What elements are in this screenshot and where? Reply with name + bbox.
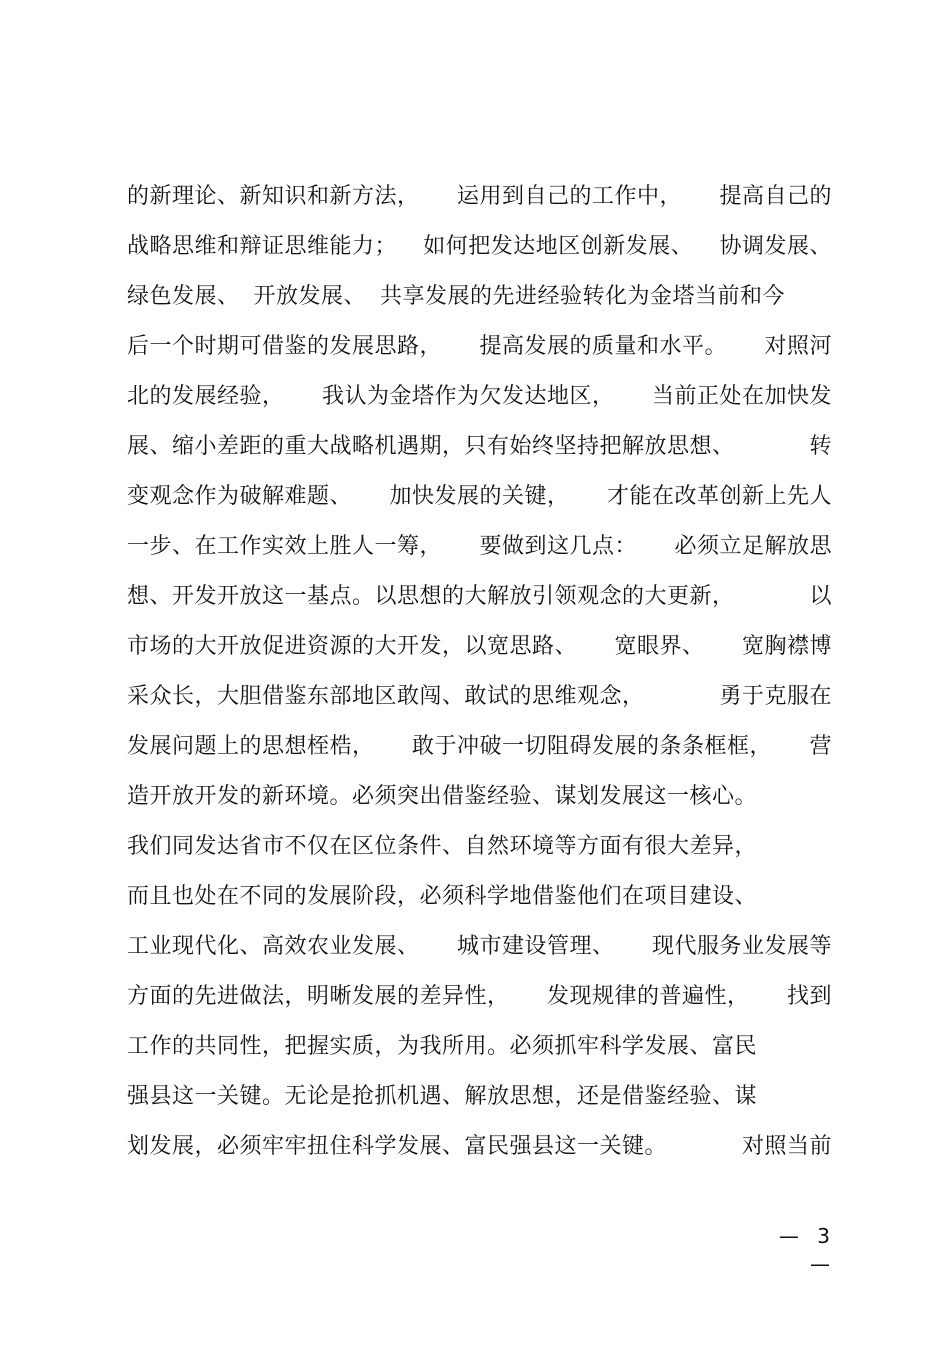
text-segment: 战略思维和辩证思维能力；	[127, 234, 398, 259]
text-segment: 而且也处在不同的发展阶段，必须科学地借鉴他们在项目建设、	[127, 884, 758, 909]
text-segment: 绿色发展、	[127, 284, 240, 309]
text-segment: 想、开发开放这一基点。以思想的大解放引领观念的大更新，	[127, 584, 735, 609]
text-segment: 一步、在工作实效上胜人一筹，	[127, 534, 443, 559]
body-paragraph	[127, 172, 832, 1172]
text-segment: 划发展，必须牢牢扭住科学发展、富民强县这一关键。	[127, 1134, 668, 1159]
text-segment: 市场的大开放促进资源的大开发，以宽思路、	[127, 634, 578, 659]
text-segment: 展、缩小差距的重大战略机遇期，只有始终坚持把解放思想、	[127, 434, 735, 459]
text-segment: 工业现代化、高效农业发展、	[127, 934, 420, 959]
text-segment: 发现规律的普遍性，	[546, 984, 750, 1009]
text-line	[127, 972, 832, 1022]
text-segment: 方面的先进做法，明晰发展的差异性，	[127, 984, 510, 1009]
text-segment: 运用到自己的工作中，	[456, 184, 682, 209]
text-segment: 采众长，大胆借鉴东部地区敢闯、敢试的思维观念，	[127, 684, 645, 709]
text-line	[127, 272, 832, 322]
text-segment: 后一个时期可借鉴的发展思路，	[127, 334, 443, 359]
text-segment: 共享发展的先进经验转化为金塔当前和今	[380, 284, 786, 309]
text-segment: 敢于冲破一切阻碍发展的条条框框，	[411, 734, 772, 759]
text-line	[127, 822, 832, 872]
text-line	[127, 722, 832, 772]
text-segment: 对照河	[764, 334, 832, 359]
text-segment: 造开放开发的新环境。必须突出借鉴经验、谋划发展这一核心。	[127, 784, 758, 809]
text-segment: 宽胸襟博	[741, 634, 832, 659]
text-segment: 强县这一关键。无论是抢抓机遇、解放思想，还是借鉴经验、谋	[127, 1084, 758, 1109]
text-segment: 加快发展的关键，	[389, 484, 570, 509]
text-segment: 提高发展的质量和水平。	[479, 334, 727, 359]
text-line	[127, 522, 832, 572]
text-line	[127, 1022, 832, 1072]
text-line	[127, 1072, 832, 1122]
text-line	[127, 1122, 832, 1172]
text-line	[127, 322, 832, 372]
text-segment: 发展问题上的思想桎梏，	[127, 734, 375, 759]
text-line	[127, 572, 832, 622]
text-line	[127, 222, 832, 272]
text-segment: 勇于克服在	[719, 684, 832, 709]
text-segment: 宽眼界、	[614, 634, 705, 659]
text-segment: 我认为金塔作为欠发达地区，	[321, 384, 615, 409]
text-line	[127, 872, 832, 922]
text-segment: 营	[809, 734, 832, 759]
text-segment: 开放发展、	[253, 284, 367, 309]
text-line	[127, 472, 832, 522]
text-segment: 工作的共同性，把握实质，为我所用。必须抓牢科学发展、富民	[127, 1034, 758, 1059]
text-segment: 北的发展经验，	[127, 384, 285, 409]
text-segment: 必须立足解放思	[674, 534, 832, 559]
text-line	[127, 772, 832, 822]
text-segment: 要做到这几点：	[479, 534, 637, 559]
text-line	[127, 422, 832, 472]
text-line	[127, 922, 832, 972]
text-segment: 我们同发达省市不仅在区位条件、自然环境等方面有很大差异，	[127, 834, 758, 859]
text-line	[127, 372, 832, 422]
text-segment: 当前正处在加快发	[651, 384, 832, 409]
text-segment: 以	[809, 584, 832, 609]
text-line	[127, 172, 832, 222]
text-segment: 对照当前	[741, 1134, 832, 1159]
text-segment: 如何把发达地区创新发展、	[423, 234, 694, 259]
text-segment: 变观念作为破解难题、	[127, 484, 353, 509]
page-number: — 3 —	[778, 1224, 836, 1276]
text-segment: 城市建设管理、	[456, 934, 615, 959]
text-segment: 协调发展、	[719, 234, 832, 259]
text-line	[127, 672, 832, 722]
text-segment: 找到	[786, 984, 832, 1009]
text-segment: 提高自己的	[719, 184, 832, 209]
text-segment: 才能在改革创新上先人	[606, 484, 832, 509]
text-segment: 的新理论、新知识和新方法，	[127, 184, 420, 209]
text-segment: 转	[809, 434, 832, 459]
text-line	[127, 622, 832, 672]
text-segment: 现代服务业发展等	[651, 934, 832, 959]
